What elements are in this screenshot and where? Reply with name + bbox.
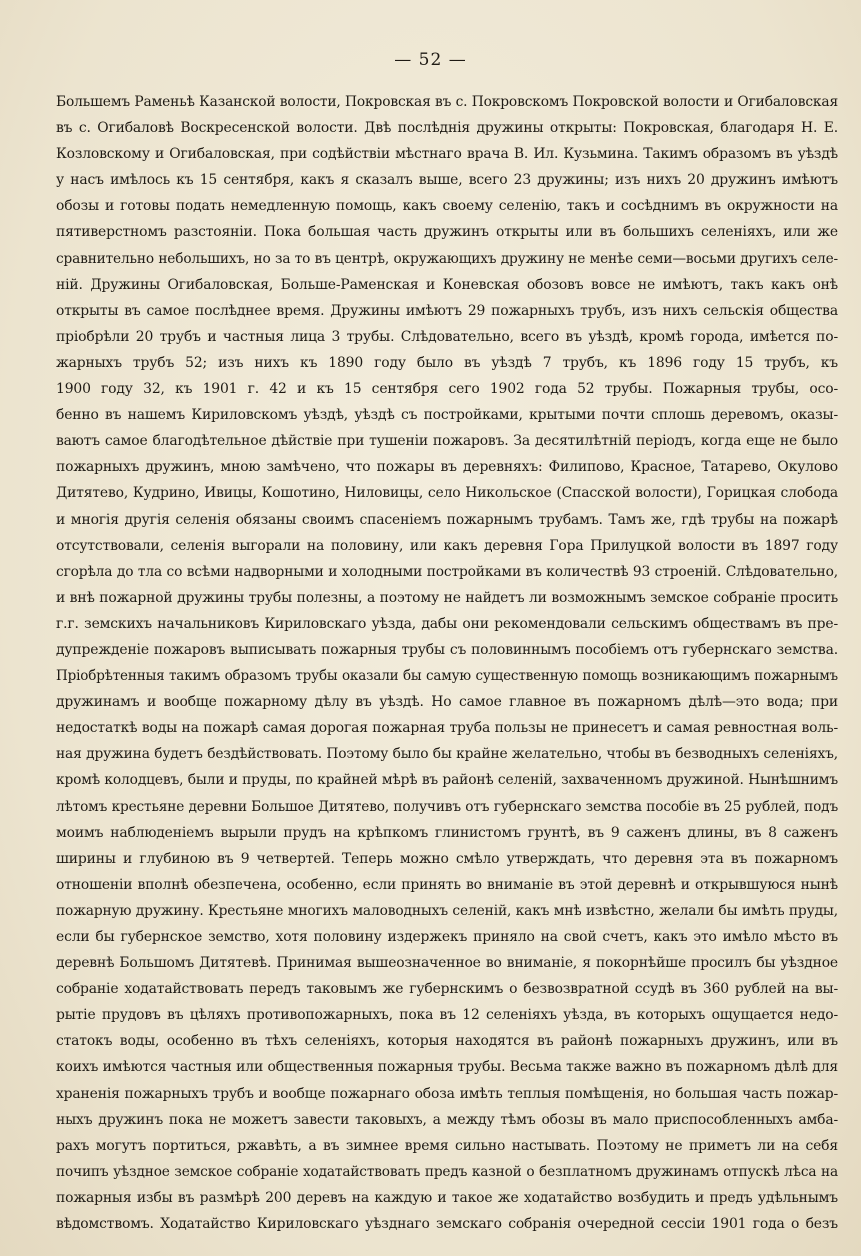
- text-line: дружинамъ и вообще пожарному дѣлу въ уѣздѣ. Но самое главное въ пожарномъ дѣлѣ—это вода; при: [56, 694, 838, 711]
- text-line: бенно въ нашемъ Кириловскомъ уѣздѣ, уѣздѣ съ постройками, крытыми почти сплошь деревомъ, оказы-: [56, 407, 838, 424]
- text-line: коихъ имѣются частныя или общественныя пожарныя трубы. Весьма также важно въ пожарномъ дѣлѣ для: [56, 1059, 838, 1076]
- text-line: лѣтомъ крестьяне деревни Большое Дитятево, получивъ отъ губернскаго земства пособіе въ 25 рублей, подъ: [56, 798, 838, 815]
- text-line: деревнѣ Большомъ Дитятевѣ. Принимая вышеозначенное во вниманіе, я покорнѣйше просилъ бы уѣздное: [56, 955, 838, 972]
- text-line: отсутствовали, селенія выгорали на половину, или какъ деревня Гора Прилуцкой волости въ 1897 году: [56, 537, 838, 554]
- text-line: ная дружина будетъ бездѣйствовать. Поэтому было бы крайне желательно, чтобы въ безводныхъ селеніяхъ,: [56, 746, 838, 763]
- text-line: Пріобрѣтенныя такимъ образомъ трубы оказали бы самую существенную помощь возникающимъ пожарнымъ: [56, 668, 838, 685]
- text-line: пятиверстномъ разстояніи. Пока большая часть дружинъ открыты или въ большихъ селеніяхъ, или же: [56, 224, 838, 241]
- body-text: [56, 89, 838, 1237]
- text-line: моимъ наблюденіемъ вырыли прудъ на крѣпкомъ глинистомъ грунтѣ, въ 9 саженъ длины, въ 8 саженъ: [56, 824, 838, 841]
- text-line: у насъ имѣлось къ 15 сентября, какъ я сказалъ выше, всего 23 дружины; изъ нихъ 20 дружинъ имѣютъ: [56, 172, 838, 189]
- text-line: Дитятево, Кудрино, Ивицы, Кошотино, Ниловицы, село Никольское (Спасской волости), Горицкая слобода: [56, 485, 838, 502]
- text-line: пожарную дружину. Крестьяне многихъ маловодныхъ селеній, какъ мнѣ извѣстно, желали бы имѣть пруды,: [56, 902, 838, 919]
- text-line: пріобрѣли 20 трубъ и частныя лица 3 трубы. Слѣдовательно, всего въ уѣздѣ, кромѣ города, имѣется по-: [56, 328, 838, 345]
- text-line: вѣдомствомъ. Ходатайство Кириловскаго уѣзднаго земскаго собранія очередной сессіи 1901 года о безъ: [56, 1216, 838, 1233]
- text-line: пожарныя избы въ размѣрѣ 200 деревъ на каждую и такое же ходатайство возбудить и предъ удѣльнымъ: [56, 1189, 838, 1206]
- text-line: ныхъ дружинъ пока не можетъ завести таковыхъ, а между тѣмъ обозы въ мало приспособленныхъ амба-: [56, 1111, 838, 1128]
- text-line: 1900 году 32, къ 1901 г. 42 и къ 15 сентября сего 1902 года 52 трубы. Пожарныя трубы, осо-: [56, 381, 838, 398]
- text-line: рытіе прудовъ въ цѣляхъ противопожарныхъ, пока въ 12 селеніяхъ уѣзда, въ которыхъ ощущается недо-: [56, 1007, 838, 1024]
- text-line: ваютъ самое благодѣтельное дѣйствіе при тушеніи пожаровъ. За десятилѣтній періодъ, когда еще не было: [56, 433, 838, 450]
- text-line: собраніе ходатайствовать передъ таковымъ же губернскимъ о безвозвратной ссудѣ въ 360 рублей на вы-: [56, 981, 838, 998]
- text-line: Козловскому и Огибаловская, при содѣйствіи мѣстнаго врача В. Ил. Кузьмина. Такимъ образомъ въ уѣздѣ: [56, 146, 838, 163]
- text-line: и многія другія селенія обязаны своимъ спасеніемъ пожарнымъ трубамъ. Тамъ же, гдѣ трубы на пожарѣ: [56, 511, 838, 528]
- text-line: жарныхъ трубъ 52; изъ нихъ къ 1890 году было въ уѣздѣ 7 трубъ, къ 1896 году 15 трубъ, къ: [56, 354, 838, 371]
- text-line: обозы и готовы подать немедленную помощь, какъ своему селенію, такъ и сосѣднимъ въ окружности на: [56, 198, 838, 215]
- text-line: ширины и глубиною въ 9 четвертей. Теперь можно смѣло утверждать, что деревня эта въ пожарномъ: [56, 850, 838, 867]
- text-line: кромѣ колодцевъ, были и пруды, по крайней мѣрѣ въ районѣ селеній, захваченномъ дружиной. Нынѣшнимъ: [56, 772, 838, 789]
- text-line: если бы губернское земство, хотя половину издержекъ приняло на свой счетъ, какъ это имѣло мѣсто въ: [56, 929, 838, 945]
- text-line: въ с. Огибаловѣ Воскресенской волости. Двѣ послѣднія дружины открыты: Покровская, благодаря Н. Е.: [56, 120, 838, 137]
- text-line: статокъ воды, особенно въ тѣхъ селеніяхъ, которыя находятся въ районѣ пожарныхъ дружинъ, или въ: [56, 1033, 838, 1050]
- text-line: ній. Дружины Огибаловская, Больше-Раменская и Коневская обозовъ вовсе не имѣютъ, такъ какъ онѣ: [56, 276, 838, 293]
- text-line: г.г. земскихъ начальниковъ Кириловскаго уѣзда, дабы они рекомендовали сельскимъ обществамъ въ пре-: [56, 615, 838, 632]
- text-line: Большемъ Раменьѣ Казанской волости, Покровская въ с. Покровскомъ Покровской волости и Огибаловская: [56, 94, 838, 110]
- text-line: открыты въ самое послѣднее время. Дружины имѣютъ 29 пожарныхъ трубъ, изъ нихъ сельскія общества: [56, 302, 838, 319]
- text-line: и внѣ пожарной дружины трубы полезны, а поэтому не найдетъ ли возможнымъ земское собраніе просить: [56, 589, 838, 606]
- text-line: недостаткѣ воды на пожарѣ самая дорогая пожарная труба пользы не принесетъ и самая ревностная воль-: [56, 720, 838, 737]
- text-line: почипъ уѣздное земское собраніе ходатайствовать предъ казной о безплатномъ дружинамъ отпускѣ лѣса на: [56, 1163, 838, 1180]
- text-line: сгорѣла до тла со всѣми надворными и холодными постройками въ количествѣ 93 строеній. Слѣдовательно,: [56, 563, 838, 580]
- text-line: дупрежденіе пожаровъ выписывать пожарныя трубы съ половиннымъ пособіемъ отъ губернскаго земства.: [56, 641, 838, 658]
- text-line: отношеніи вполнѣ обезпечена, особенно, если принять во вниманіе въ этой деревнѣ и открывшуюся нынѣ: [56, 876, 838, 893]
- text-line: сравнительно небольшихъ, но за то въ центрѣ, окружающихъ дружину не менѣе семи—восьми другихъ селе-: [56, 250, 838, 267]
- text-line: храненія пожарныхъ трубъ и вообще пожарнаго обоза имѣть теплыя помѣщенія, но большая часть пожар-: [56, 1085, 838, 1102]
- page-number: — 52 —: [394, 50, 467, 70]
- text-line: пожарныхъ дружинъ, мною замѣчено, что пожары въ деревняхъ: Филипово, Красное, Татарево, Окулово: [56, 459, 838, 476]
- text-line: рахъ могутъ портиться, ржавѣть, а въ зимнее время сильно настывать. Поэтому не приметъ ли на себя: [56, 1137, 838, 1154]
